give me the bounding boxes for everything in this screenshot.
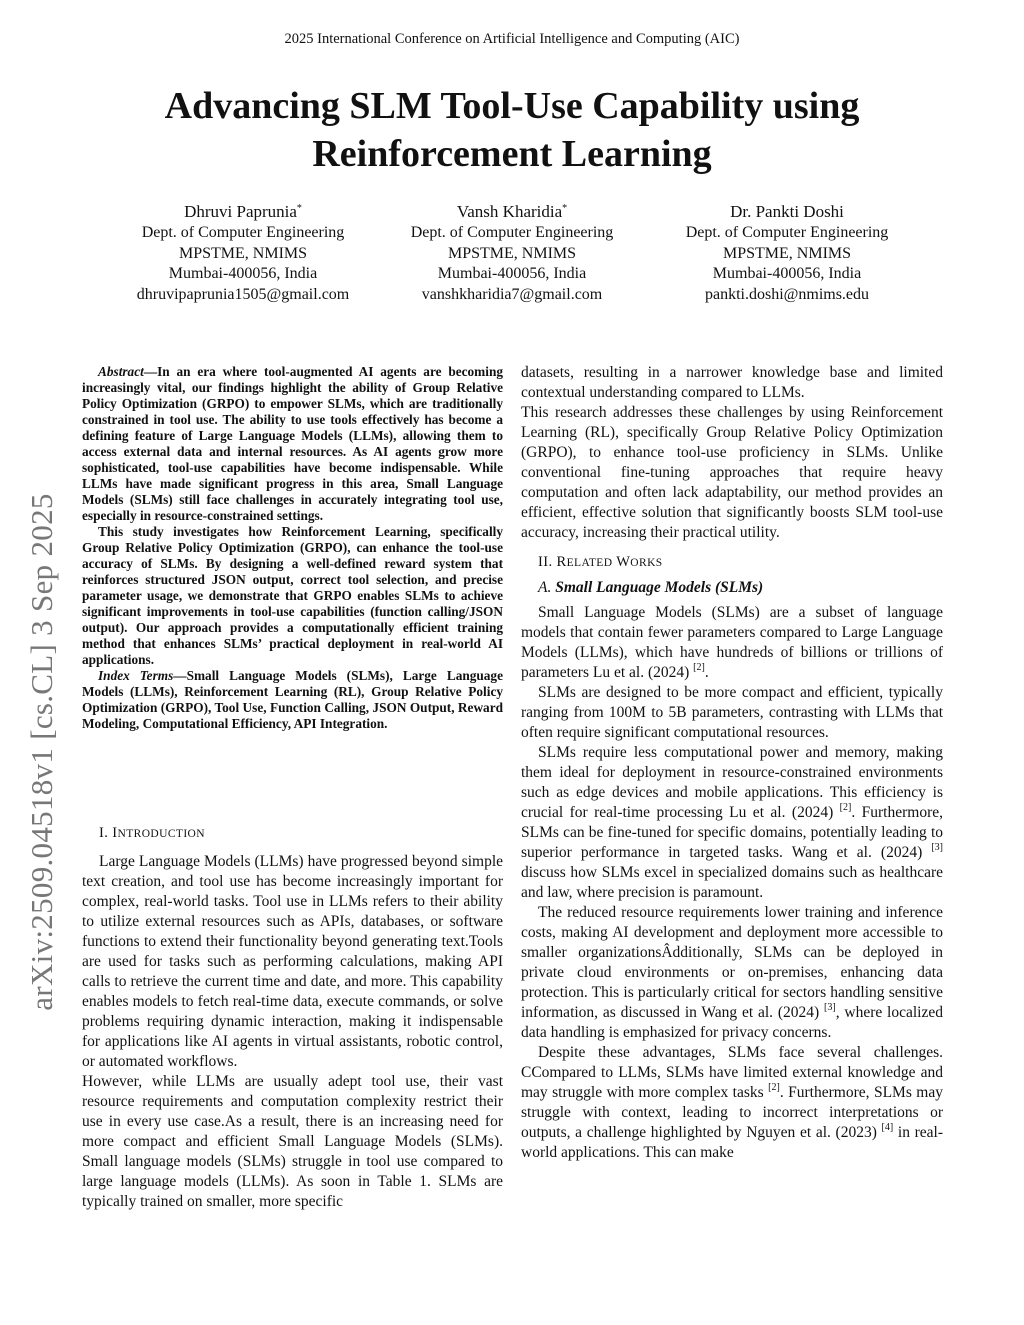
arxiv-identifier: arXiv:2509.04518v1 [cs.CL] 3 Sep 2025 <box>24 493 59 1011</box>
author-mark: * <box>296 203 302 214</box>
citation: [3] <box>931 842 943 853</box>
conference-header: 2025 International Conference on Artificial Intelligence and Computing (AIC) <box>284 31 740 47</box>
section-heading-related-works: II. RELATED WORKS <box>538 554 663 570</box>
author-city: Mumbai-400056, India <box>168 265 318 283</box>
author-dept: Dept. of Computer Engineering <box>141 223 345 241</box>
paper-title <box>90 82 934 178</box>
author-institution: MPSTME, NMIMS <box>178 244 308 262</box>
author-institution: MPSTME, NMIMS <box>722 244 852 262</box>
right-column <box>521 363 943 1163</box>
author-email: pankti.doshi@nmims.edu <box>704 286 870 304</box>
abstract-text: —In an era where tool-augmented AI agents are becoming increasingly vital, our findings highlight the ability of Group Relative Policy Optimization (GRPO) to empower SLMs, which are traditionally constrained in tool use. The ability to use tools effectively has become a defining feature of Large Language Models (LLMs), allowing them to access external data and internal resources. As AI agents grow more sophisticated, tool-use capabilities have become indispensable. While LLMs have made significant progress in this area, Small Language Models (SLMs) still face challenges in accurately integrating tool use, especially in resource-constrained settings. <box>82 364 503 523</box>
author-name: Dr. Pankti Doshi <box>730 202 844 221</box>
author-city: Mumbai-400056, India <box>437 265 587 283</box>
author-block-2 <box>387 202 637 306</box>
body-paragraph: Small Language Models (SLMs) are a subset of language models that contain fewer parameters compared to Large Language Models (LLMs), which have hundreds of billions or trillions of parameters Lu et al. (2024) [2]. <box>521 604 943 681</box>
author-mark: * <box>562 203 568 214</box>
title-line-1: Advancing SLM Tool-Use Capability using <box>164 85 860 127</box>
author-email: vanshkharidia7@gmail.com <box>421 286 603 304</box>
introduction-section <box>82 823 503 1212</box>
author-block-1 <box>118 202 368 306</box>
intro-paragraph: However, while LLMs are usually adept tool use, their vast resource requirements and computation complexity restrict their use in every use case.As a result, there is an increasing need for more compact and efficient Small Language Models (SLMs). Small language models (SLMs) struggle in tool use compared to large language models (LLMs). As soon in Table 1. SLMs are typically trained on smaller, more specific <box>82 1073 503 1210</box>
abstract-text-2: This study investigates how Reinforcement Learning, specifically Group Relative Policy Optimization (GRPO), can enhance the tool-use accuracy of SLMs. By designing a well-defined reward system that reinforces structured JSON output, correct tool selection, and precise parameter usage, we demonstrate that GRPO enables SLMs to achieve significant improvements in tool-use capabilities (function calling/JSON output). Our approach provides a computationally efficient training method that enhances SLMs’ practical deployment in real-world AI applications. <box>82 524 503 667</box>
body-paragraph: Despite these advantages, SLMs face several challenges. CCompared to LLMs, SLMs have limited external knowledge and may struggle with more complex tasks [2]. Furthermore, SLMs may struggle with context, leading to incorrect interpretations or outputs, a challenge highlighted by Nguyen et al. (2023) [4] in real-world applications. This can make <box>521 1044 943 1161</box>
intro-paragraph: Large Language Models (LLMs) have progressed beyond simple text creation, and tool use has become increasingly important for complex, real-world tasks. Tool use in LLMs refers to their ability to utilize external resources such as APIs, databases, or software functions to extend their functionality beyond generating text.Tools are used for tasks such as performing calculations, making API calls to retrieve the current time and date, and more. This capability enables models to fetch real-time data, execute commands, or solve problems requiring dynamic interaction, making it indispensable for applications like AI agents in virtual assistants, robotic control, or automated workflows. <box>82 853 503 1070</box>
citation: [3] <box>824 1002 836 1013</box>
author-institution: MPSTME, NMIMS <box>447 244 577 262</box>
author-dept: Dept. of Computer Engineering <box>410 223 614 241</box>
subsection-number: A. <box>538 579 552 596</box>
abstract <box>82 364 503 732</box>
section-heading-introduction: I. INTRODUCTION <box>99 825 205 841</box>
title-line-2: Reinforcement Learning <box>312 133 712 175</box>
index-terms-label: Index Terms <box>98 668 174 683</box>
author-dept: Dept. of Computer Engineering <box>685 223 889 241</box>
citation: [2] <box>768 1082 780 1093</box>
body-paragraph: SLMs are designed to be more compact and efficient, typically ranging from 100M to 5B parameters, contrasting with LLMs that often require significant computational resources. <box>521 684 943 741</box>
citation: [4] <box>881 1122 894 1133</box>
body-paragraph: The reduced resource requirements lower training and inference costs, making AI development and deployment more accessible to smaller organizationsÂdditionally, SLMs can be deployed in private cloud environments or on-premises, enhancing data protection. This is particularly critical for sectors handling sensitive information, as discussed in Wang et al. (2024) [3], where localized data handling is emphasized for privacy concerns. <box>521 904 943 1041</box>
subsection-title: Small Language Models (SLMs) <box>555 579 764 596</box>
subsection-heading <box>521 578 943 598</box>
citation: [2] <box>693 662 705 673</box>
abstract-label: Abstract <box>98 364 144 379</box>
citation: [2] <box>839 802 852 813</box>
author-name: Vansh Kharidia <box>456 202 563 221</box>
body-paragraph: datasets, resulting in a narrower knowledge base and limited contextual understanding compared to LLMs. <box>521 364 943 401</box>
body-paragraph: SLMs require less computational power and memory, making them ideal for deployment in resource-constrained environments such as edge devices and mobile applications. This efficiency is crucial for real-time processing Lu et al. (2024) [2]. Furthermore, SLMs can be fine-tuned for specific domains, potentially leading to superior performance in targeted tasks. Wang et al. (2024) [3] discuss how SLMs excel in specialized domains such as healthcare and law, where precision is paramount. <box>521 744 943 901</box>
author-name: Dhruvi Paprunia <box>184 202 297 221</box>
author-block-3 <box>662 202 912 306</box>
author-email: dhruvipaprunia1505@gmail.com <box>136 286 350 304</box>
author-city: Mumbai-400056, India <box>712 265 862 283</box>
index-terms-text: —Small Language Models (SLMs), Large Language Models (LLMs), Reinforcement Learning (RL), Group Relative Policy Optimization (GRPO), Tool Use, Function Calling, JSON Output, Reward Modeling, Computational Efficiency, API Integration. <box>82 668 503 731</box>
body-paragraph: This research addresses these challenges by using Reinforcement Learning (RL), specifically Group Relative Policy Optimization (GRPO), to enhance tool-use proficiency in SLMs. Unlike conventional fine-tuning approaches that require heavy computation and often lack adaptability, our method provides an efficient, effective solution that significantly boosts SLM tool-use accuracy, increasing their practical utility. <box>521 404 943 541</box>
